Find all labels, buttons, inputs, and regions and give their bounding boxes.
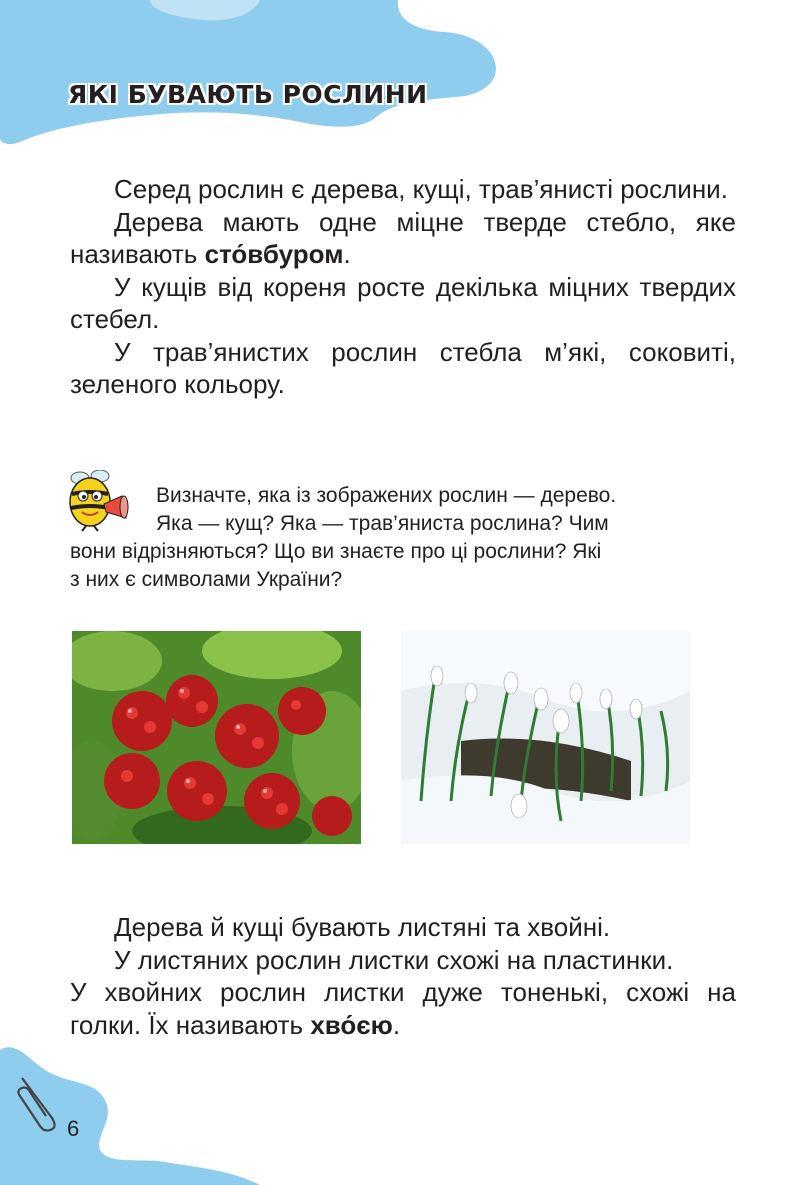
task-text [70, 482, 710, 594]
term-needles: хво́єю [310, 1009, 393, 1040]
paragraph: Дерева мають одне міцне тверде стебло, яке називають сто́вбуром. [70, 206, 736, 269]
paragraph: Дерева й кущі бувають листяні та хвойні. [114, 912, 611, 942]
viburnum-image [72, 631, 361, 844]
paragraph: У хвойних рослин листки дуже тоненькі, схожі на голки. Їх називають хво́єю. [70, 977, 736, 1040]
page-number: 6 [67, 1116, 80, 1141]
photo-snowdrops [401, 631, 690, 844]
intro-text [70, 173, 736, 401]
photo-viburnum [72, 631, 361, 844]
task-line: Яка — кущ? Яка — трав’яниста рослина? Чим [156, 512, 609, 535]
chapter-title: ЯКІ БУВАЮТЬ РОСЛИНИ [68, 80, 428, 109]
task-line: з них є символами України? [70, 568, 343, 591]
paragraph: У трав’янистих рослин стебла м’які, соковиті, зеленого кольору. [70, 336, 736, 399]
snowdrops-image [401, 631, 690, 844]
paragraph: У листяних рослин листки схожі на пластинки. [114, 944, 674, 975]
paragraph: Серед рослин є дерева, кущі, трав’янисті рослини. [114, 174, 728, 204]
task-line: вони відрізняються? Що ви знаєте про ці рослини? Які [70, 540, 602, 563]
paperclip-icon [14, 1072, 64, 1132]
footer-decoration [0, 1030, 800, 1185]
paragraph: У кущів від кореня росте декілька міцних твердих стебел. [70, 271, 736, 334]
term-trunk: сто́вбуром [204, 239, 344, 269]
conifer-text [70, 911, 736, 1041]
task-line: Визначте, яка із зображених рослин — дерево. [156, 484, 617, 507]
